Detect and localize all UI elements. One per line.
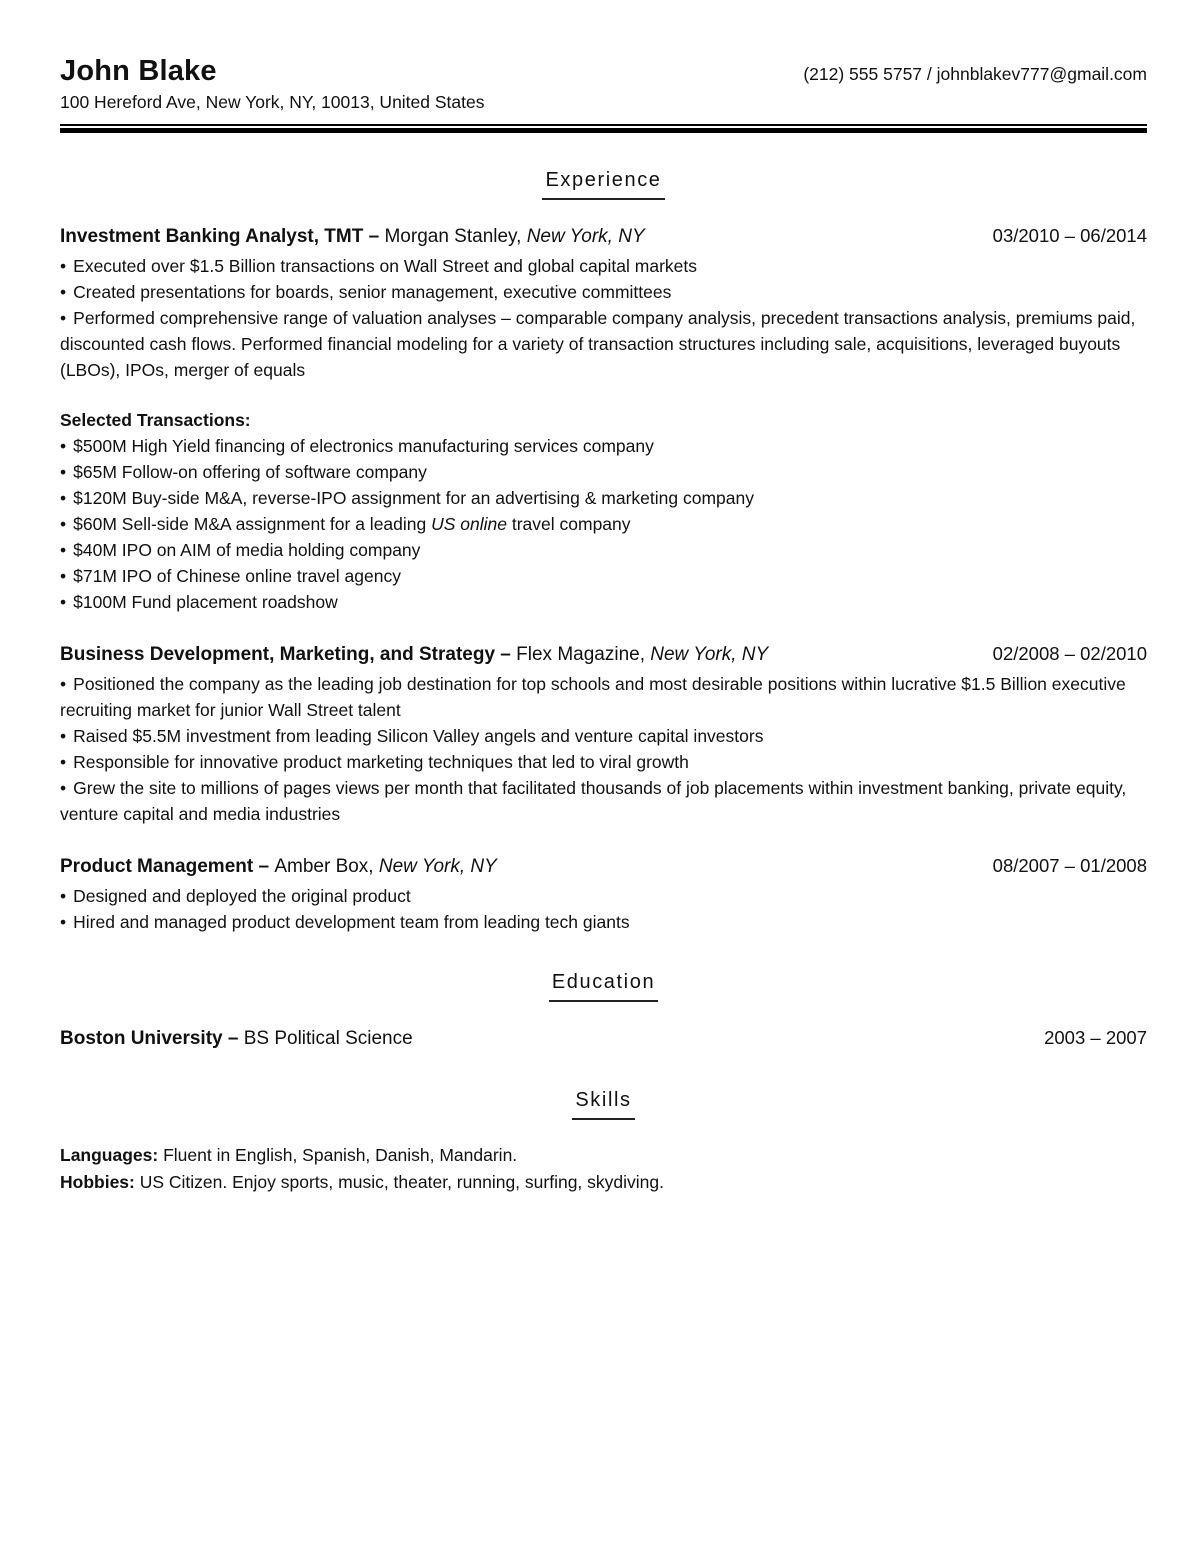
bullet-text: Designed and deployed the original product [73,886,411,906]
experience-heading [60,169,1147,200]
bullet-icon: • [60,674,67,694]
job-title-row [60,640,1147,669]
job-title: Investment Banking Analyst, TMT – Morgan Stanley, New York, NY [60,226,645,247]
bullet-item [60,563,1147,589]
job-title: Business Development, Marketing, and Strategy – Flex Magazine, New York, NY [60,644,769,665]
skills-heading-text: Skills [572,1089,634,1120]
bullet-icon: • [60,256,67,276]
header-divider [60,124,1147,133]
bullet-icon: • [60,282,67,302]
bullet-icon: • [60,488,67,508]
bullet-icon: • [60,592,67,612]
bullet-item [60,749,1147,775]
job-title: Product Management – Amber Box, New York, NY [60,856,497,877]
bullet-item [60,279,1147,305]
job-title-row [60,852,1147,881]
section-experience [60,169,1147,935]
bullet-item [60,775,1147,827]
selected-transactions-heading: Selected Transactions: [60,410,251,430]
bullet-icon: • [60,462,67,482]
education-dates: 2003 – 2007 [1044,1027,1147,1048]
bullet-text: $40M IPO on AIM of media holding company [73,540,421,560]
job-entry-investment-banking [60,222,1147,615]
bullet-icon: • [60,726,67,746]
bullet-item [60,485,1147,511]
job-entry-business-development [60,640,1147,827]
bullet-item [60,537,1147,563]
education-title: Boston University – BS Political Science [60,1028,413,1049]
bullet-icon: • [60,566,67,586]
selected-transactions [60,407,1147,615]
bullet-icon: • [60,886,67,906]
job-title-row [60,222,1147,251]
skills-heading [60,1089,1147,1120]
contact-info: (212) 555 5757 / johnblakev777@gmail.com [803,64,1147,84]
bullet-text: Responsible for innovative product marketing techniques that led to viral growth [73,752,689,772]
job-dates: 03/2010 – 06/2014 [992,225,1147,246]
header-row [60,54,1147,88]
bullet-item [60,433,1147,459]
bullet-text: Hired and managed product development team from leading tech giants [73,912,630,932]
bullet-item [60,909,1147,935]
bullet-item [60,723,1147,749]
bullet-text: $120M Buy-side M&A, reverse-IPO assignment for an advertising & marketing company [73,488,754,508]
bullet-icon: • [60,308,67,328]
address: 100 Hereford Ave, New York, NY, 10013, United States [60,92,485,112]
languages-line: Languages: Fluent in English, Spanish, Danish, Mandarin. [60,1145,518,1165]
job-dates: 08/2007 – 01/2008 [992,855,1147,876]
education-heading-text: Education [549,971,658,1002]
bullet-text: Raised $5.5M investment from leading Silicon Valley angels and venture capital investors [73,726,764,746]
bullet-icon: • [60,436,67,456]
bullet-text: Grew the site to millions of pages views per month that facilitated thousands of job placements within investment banking, private equity, venture capital and media industries [60,778,1127,824]
section-education [60,971,1147,1053]
bullet-text: Created presentations for boards, senior management, executive committees [73,282,672,302]
bullet-item [60,883,1147,909]
person-name: John Blake [60,55,217,87]
job-dates: 02/2008 – 02/2010 [992,643,1147,664]
bullet-item [60,459,1147,485]
section-skills [60,1089,1147,1196]
hobbies-line: Hobbies: US Citizen. Enjoy sports, music, theater, running, surfing, skydiving. [60,1172,664,1192]
bullet-text: $71M IPO of Chinese online travel agency [73,566,401,586]
bullet-icon: • [60,540,67,560]
bullet-text: $60M Sell-side M&A assignment for a leading US online travel company [73,514,631,534]
experience-heading-text: Experience [542,169,664,200]
education-heading [60,971,1147,1002]
job-entry-product-management [60,852,1147,935]
bullet-text: Executed over $1.5 Billion transactions on Wall Street and global capital markets [73,256,697,276]
bullet-text: $65M Follow-on offering of software company [73,462,427,482]
bullet-item [60,511,1147,537]
bullet-icon: • [60,752,67,772]
education-entry [60,1024,1147,1053]
bullet-text: Positioned the company as the leading job destination for top schools and most desirable positions within lucrative $1.5 Billion executive recruiting market for junior Wall Street talent [60,674,1126,720]
bullet-item [60,253,1147,279]
bullet-item [60,671,1147,723]
bullet-item [60,589,1147,615]
bullet-text: Performed comprehensive range of valuation analyses – comparable company analysis, precedent transactions analysis, premiums paid, discounted cash flows. Performed financial modeling for a variety of transaction structures including sale, acquisitions, leveraged buyouts (LBOs), IPOs, merger of equals [60,308,1136,380]
bullet-icon: • [60,778,67,798]
bullet-icon: • [60,514,67,534]
bullet-icon: • [60,912,67,932]
bullet-text: $100M Fund placement roadshow [73,592,338,612]
bullet-item [60,305,1147,383]
resume-header [60,54,1147,133]
bullet-text: $500M High Yield financing of electronics manufacturing services company [73,436,654,456]
